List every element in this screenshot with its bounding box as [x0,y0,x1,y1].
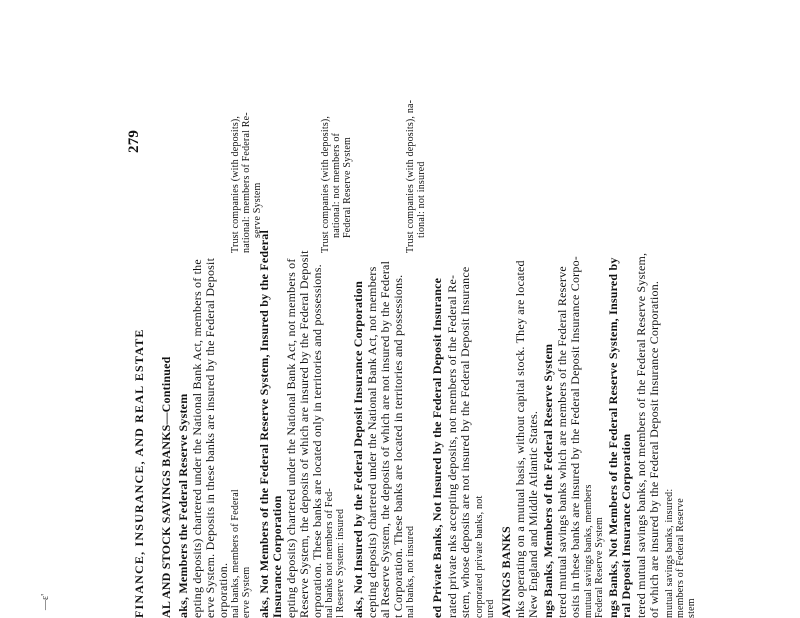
body-line: tered mutual savings banks, not members of the Federal Reserve System, [634,252,648,618]
index-line: Trust companies (with deposits), na- [405,99,416,253]
body-line: orporation. [216,562,230,618]
index-line: tional: not insured [416,161,427,238]
index-line: national: not members of [331,132,342,238]
index-line: Trust companies (with deposits), [320,115,331,253]
sub-heading: ral Deposit Insurance Corporation [619,433,633,618]
body-line: Reserve System, the deposits of which are insured by the Federal Deposit [297,250,311,618]
section-heading: AL AND STOCK SAVINGS BANKS—Continued [159,356,173,618]
index-line: ured [485,599,496,618]
index-line: members of Federal Reserve [675,498,686,618]
body-line: al Reserve System, the deposits of which are not insured by the Federal [378,260,392,618]
index-line: nal banks, members of Federal [230,489,241,618]
index-line: Trust companies (with deposits), [230,115,241,253]
page-number: 279 [126,129,142,153]
index-line: Federal Reserve System [594,516,605,618]
body-line: osits in these banks are insured by the Federal Deposit Insurance Corpo- [568,256,582,618]
body-line: epting deposits) chartered under the National Bank Act, not members of [284,258,298,618]
corner-mark: —ɛ' [40,593,51,610]
body-line: cepting deposits) chartered under the National Bank Act, not members [365,266,379,618]
body-line: of which are insured by the Federal Deposit Insurance Corporation. [647,280,661,618]
index-line: national: members of Federal Re- [241,112,252,253]
index-line: mutual savings banks, members [583,484,594,618]
index-line: Federal Reserve System [342,136,353,238]
index-line: mutual savings banks, insured: [664,488,675,618]
sub-heading: aks, Members the Federal Reserve System [176,393,190,618]
index-line: nal banks not members of Fed- [324,488,335,618]
index-line: l Reserve System: insured [335,508,346,618]
sub-heading: aks, Not Members of the Federal Reserve System, Insured by the Federal [257,229,271,618]
section-heading: AVINGS BANKS [499,526,513,618]
sub-heading: ed Private Banks, Not Insured by the Federal Deposit Insurance [430,277,444,618]
index-line: serve System [252,182,263,238]
body-line: epting deposits) chartered under the National Bank Act, members of the [190,259,204,618]
sub-heading: Insurance Corporation [270,495,284,618]
body-line: stem, whose deposits are not insured by the Federal Deposit Insurance [458,266,472,618]
body-line: orporation. These banks are located only in territories and possessions. [310,264,324,618]
index-line: erve System [241,566,252,618]
index-line: corporated private banks, not [474,495,485,618]
body-line: erve System. Deposits in these banks are insured by the Federal Deposit [203,257,217,618]
body-line: tered mutual savings banks which are members of the Federal Reserve [555,266,569,618]
body-line: rated private nks accepting deposits, not members of the Federal Re- [445,274,459,618]
sub-heading: ngs Banks, Not Members of the Federal Reserve System, Insured by [606,257,620,618]
body-line: nks operating on a mutual basis, without capital stock. They are located [513,260,527,618]
index-line: nal banks, not insured [405,525,416,618]
running-head: FINANCE, INSURANCE, AND REAL ESTATE [132,328,146,618]
index-line: stem [686,598,697,618]
body-line: t Corporation. These banks are located in territories and possessions. [391,274,405,618]
sub-heading: ngs Banks, Members of the Federal Reserve System [541,343,555,618]
body-line: New England and Middle Atlantic States. [526,410,540,618]
sub-heading: aks, Not Insured by the Federal Deposit Insurance Corporation [351,281,365,618]
